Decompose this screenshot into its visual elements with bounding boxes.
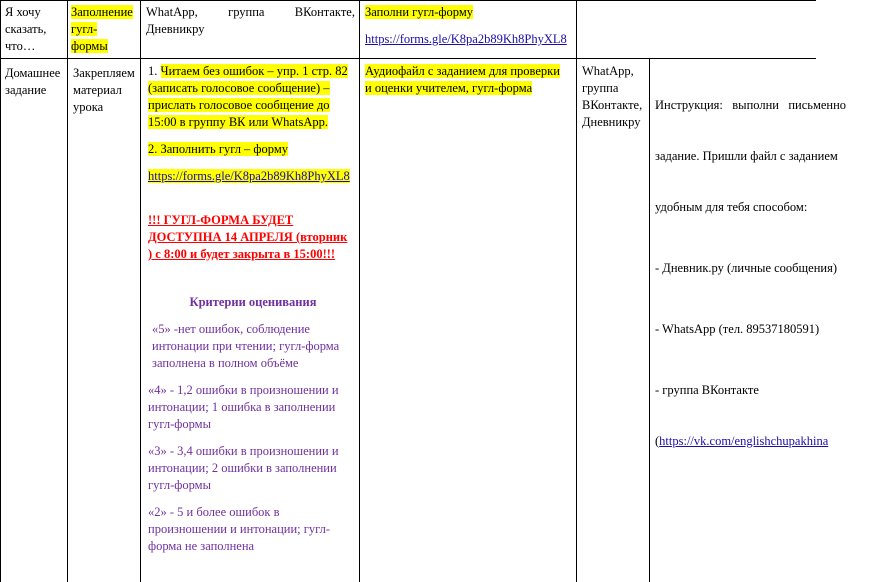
task-form-link[interactable]: https://forms.gle/K8pa2b89Kh8PhyXL8 — [148, 169, 350, 183]
r2-c5-line: Дневникру — [582, 115, 641, 129]
r1-c2-line: формы — [71, 39, 108, 53]
r1-c3-word: WhatApp, — [146, 5, 198, 19]
r1-c3-word: ВКонтакте, — [294, 5, 355, 19]
task1-line: (записать голосовое сообщение) – — [148, 81, 330, 95]
r2-c6-clip — [650, 59, 847, 582]
criteria-line: интонации; 1 ошибка в заполнении — [148, 400, 336, 414]
criteria-item — [148, 443, 358, 494]
r2-c5-line: группа — [582, 81, 619, 95]
vk-group-link[interactable]: https://vk.com/englishchupakhina — [659, 434, 829, 448]
criteria-line: заполнена в полном объёме — [152, 356, 299, 370]
r2-c2-line: Закрепляем — [73, 66, 135, 80]
r1-c2-line: Заполнение — [71, 5, 133, 19]
criteria-item — [148, 321, 358, 372]
contact-item: - WhatsApp (тел. 89537180591) — [655, 322, 820, 336]
criteria-line: произношении и интонации; гугл- — [148, 522, 331, 536]
criteria-line: «4» - 1,2 ошибки в произношении и — [148, 383, 339, 397]
col-divider-2 — [67, 0, 68, 582]
criteria-line: «5» -нет ошибок, соблюдение — [152, 322, 310, 336]
instruction-line: Инструкция: выполни письменно — [655, 98, 847, 112]
warning-line: ДОСТУПНА 14 АПРЕЛЯ (вторник — [148, 230, 348, 244]
criteria-item — [148, 504, 358, 555]
col-divider-4 — [359, 0, 360, 582]
r2-c6-cell — [655, 63, 895, 484]
col-divider-3 — [140, 0, 141, 582]
r1-c2-line: гугл- — [71, 22, 98, 36]
col-divider-1 — [0, 0, 1, 582]
instruction-line: задание. Пришли файл с заданием — [655, 149, 838, 163]
criteria-line: интонации при чтении; гугл-форма — [152, 339, 340, 353]
r2-c4-cell — [365, 63, 575, 97]
r1-c1-line: что… — [5, 39, 36, 53]
task1-line: прислать голосовое сообщение до — [148, 98, 330, 112]
r1-c3-justified-line — [146, 4, 355, 21]
table-border-top — [0, 0, 816, 1]
audio-task-line: Аудиофайл с заданием для проверки — [365, 64, 560, 78]
r2-c1-cell — [5, 65, 65, 99]
r2-c5-line: ВКонтакте, — [582, 98, 643, 112]
criteria-line: «3» - 3,4 ошибки в произношении и — [148, 444, 339, 458]
r1-c2-cell — [71, 4, 139, 55]
r1-c4-cell — [365, 4, 575, 48]
task1-number: 1. — [148, 64, 161, 78]
criteria-item — [148, 382, 358, 433]
link-paren: ( — [655, 434, 660, 448]
r2-c2-line: урока — [73, 100, 104, 114]
warning-line: ) с 8:00 и будет закрыта в 15:00!!! — [148, 247, 336, 261]
criteria-line: интонации; 2 ошибки в заполнении — [148, 461, 337, 475]
r1-c1-line: Я хочу — [5, 5, 41, 19]
criteria-line: гугл-формы — [148, 478, 211, 492]
criteria-line: «2» - 5 и более ошибок в — [148, 505, 280, 519]
form-link[interactable]: https://forms.gle/K8pa2b89Kh8PhyXL8 — [365, 32, 567, 46]
audio-task-line: и оценки учителем, гугл-форма — [365, 81, 533, 95]
r1-c1-cell — [5, 4, 65, 55]
col-divider-5 — [576, 0, 577, 582]
r1-c3-cell — [146, 4, 355, 38]
contact-item: - Дневник.ру (личные сообщения) — [655, 261, 838, 275]
r2-c1-line: Домашнее — [5, 66, 61, 80]
r2-c5-cell — [582, 63, 648, 131]
r2-c2-cell — [73, 65, 139, 116]
r1-c1-line: сказать, — [5, 22, 47, 36]
instruction-line: удобным для тебя способом: — [655, 200, 808, 214]
task1-line: Читаем без ошибок – упр. 1 стр. 82 — [160, 64, 348, 78]
r2-c1-line: задание — [5, 83, 47, 97]
criteria-title: Критерии оценивания — [189, 295, 317, 309]
contact-item: - группа ВКонтакте — [655, 383, 759, 397]
r1-c3-word: группа — [228, 5, 265, 19]
fill-form-title: Заполни гугл-форму — [365, 5, 474, 19]
r2-c3-cell — [148, 63, 358, 555]
criteria-line: гугл-формы — [148, 417, 211, 431]
criteria-line: форма не заполнена — [148, 539, 255, 553]
warning-line: !!! ГУГЛ-ФОРМА БУДЕТ — [148, 213, 294, 227]
r1-c3-line: Дневникру — [146, 22, 205, 36]
r2-c2-line: материал — [73, 83, 122, 97]
r2-c5-line: WhatApp, — [582, 64, 634, 78]
task1-line: 15:00 в группу ВК или WhatsApp. — [148, 115, 328, 129]
task2-text: 2. Заполнить гугл – форму — [148, 142, 289, 156]
deadline-warning — [148, 212, 358, 263]
